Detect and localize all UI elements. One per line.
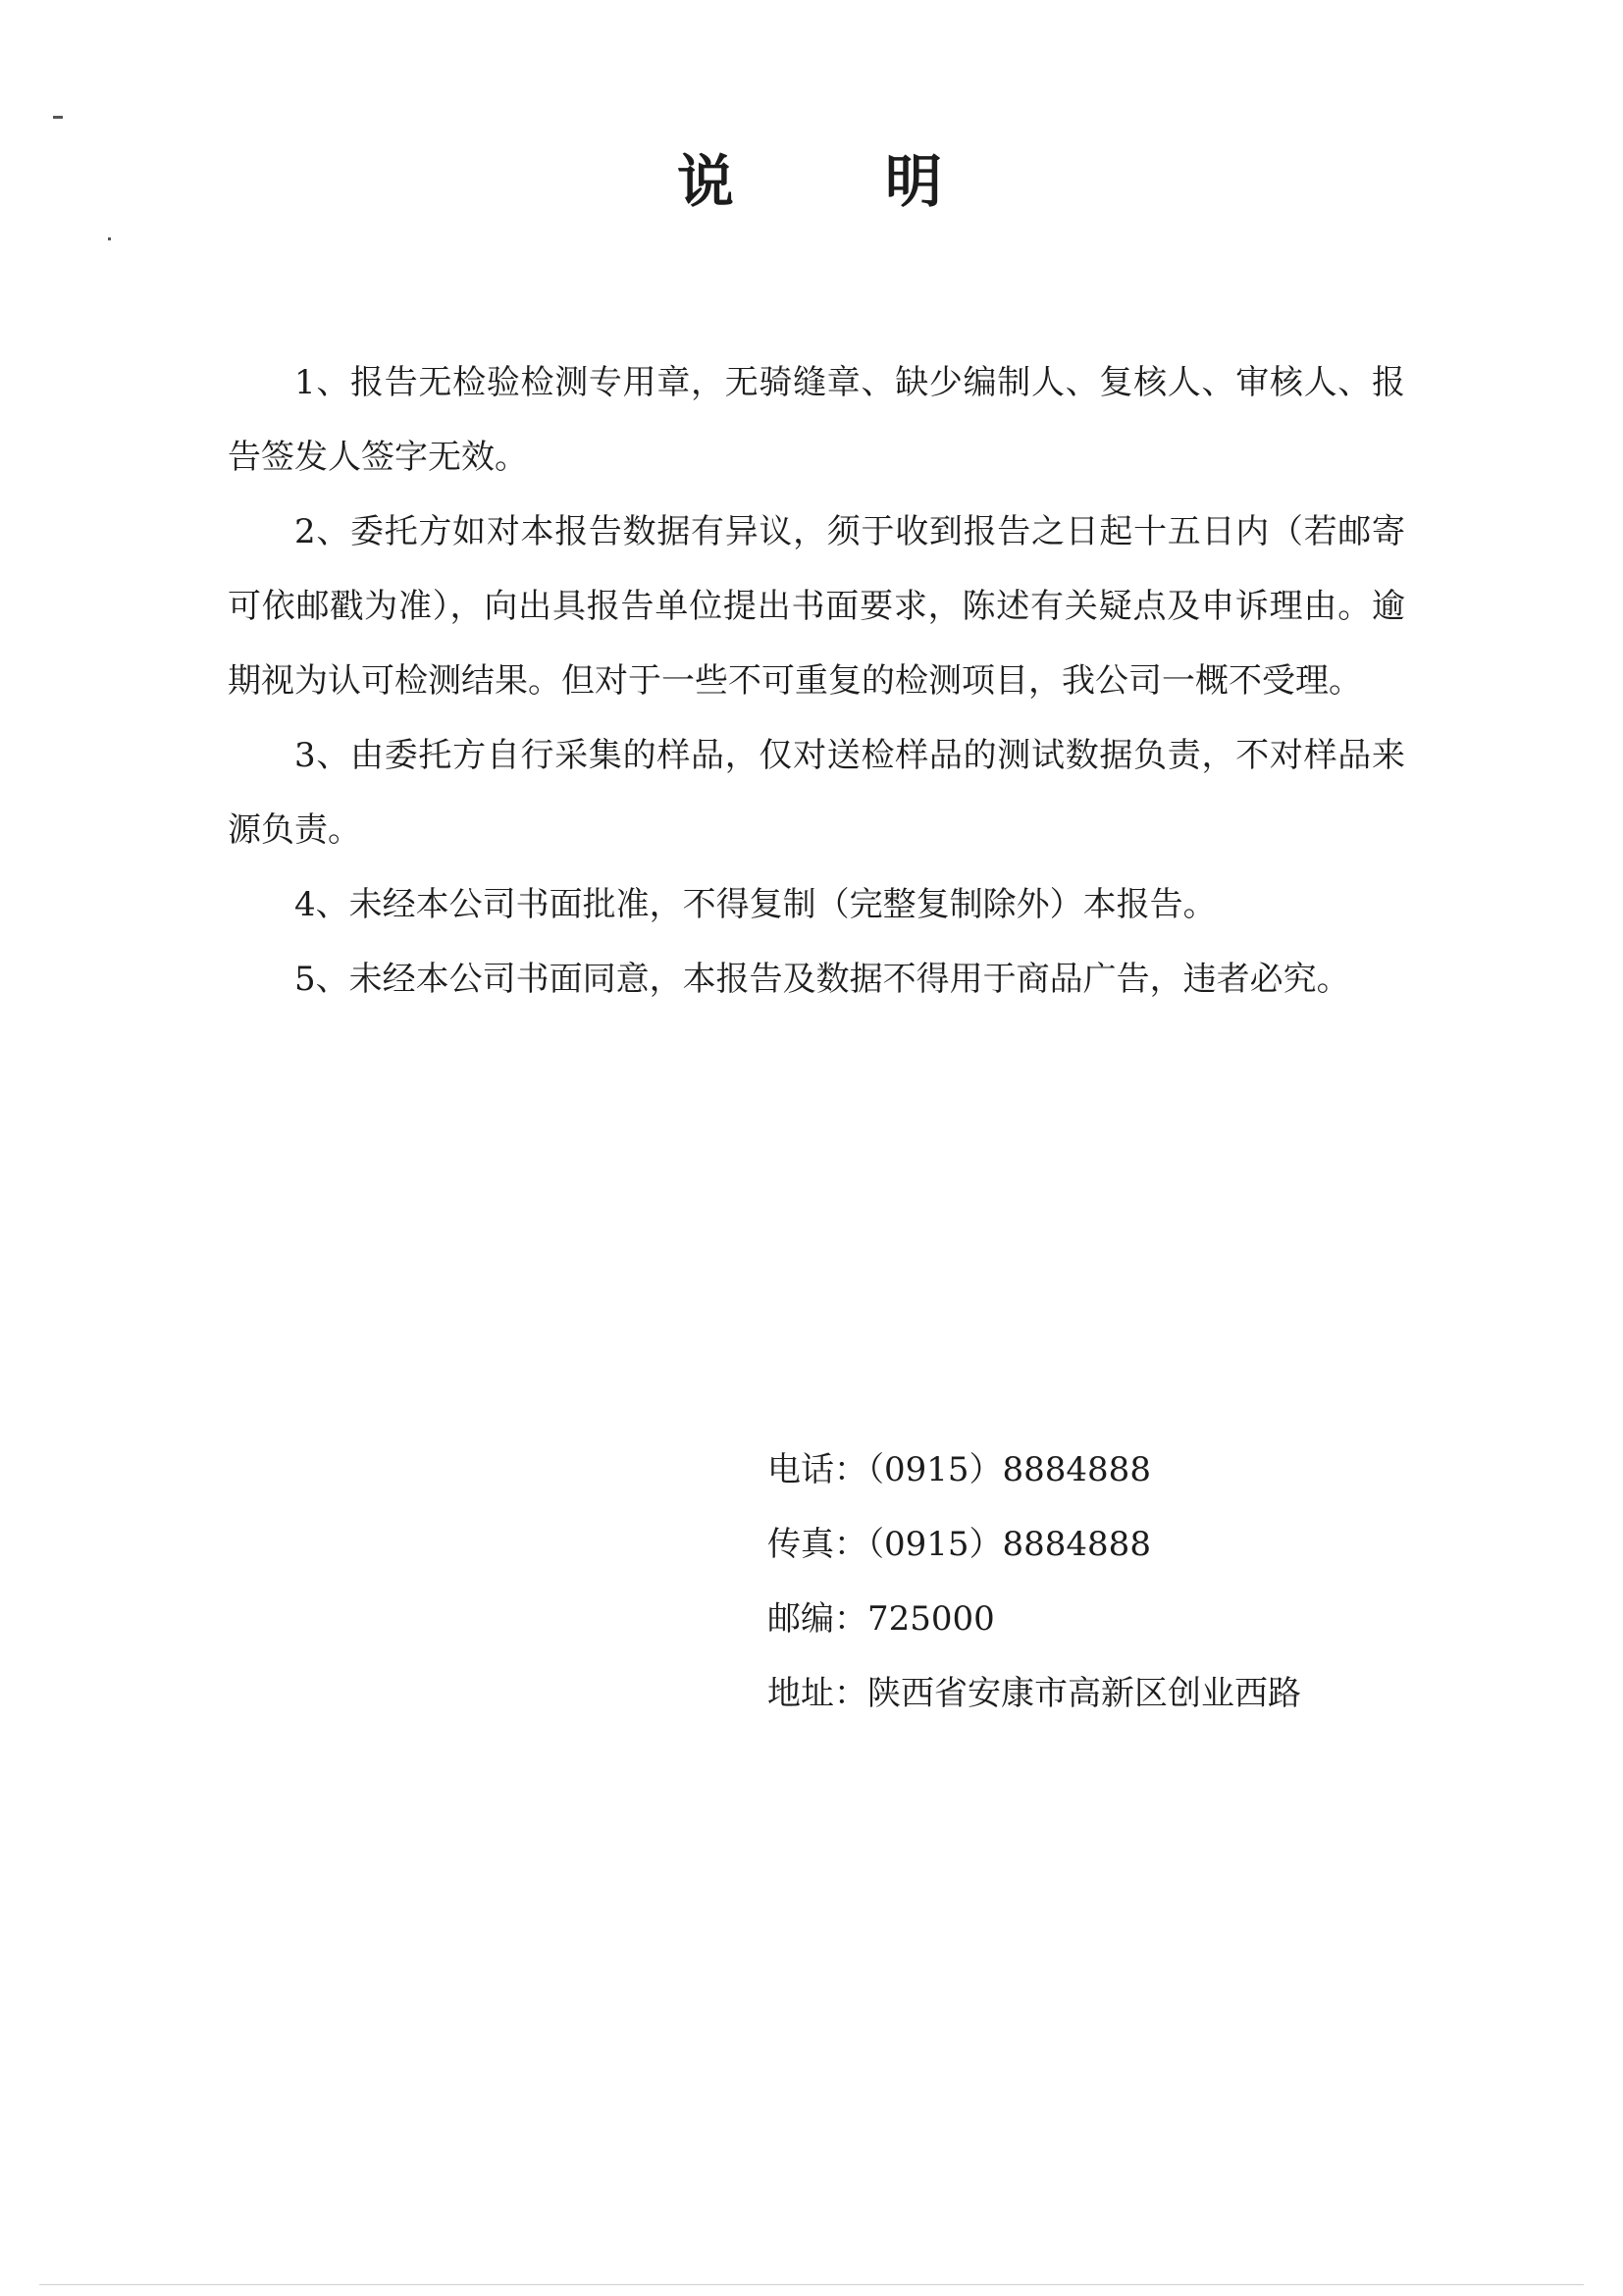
title-char-1: 说: [676, 148, 738, 215]
contact-address: 地址：陕西省安康市高新区创业西路: [767, 1674, 1301, 1713]
note-item-5: 5、未经本公司书面同意，本报告及数据不得用于商品广告，违者必究。: [294, 960, 1350, 999]
contact-phone: 电话：（0915）8884888: [767, 1450, 1151, 1489]
notes-list: [228, 345, 1405, 1017]
note-item-2: 2、委托方如对本报告数据有异议，须于收到报告之日起十五日内（若邮寄可依邮戳为准），向出具报告单位提出书面要求，陈述有关疑点及申诉理由。逾期视为认可检测结果。但对于一些不可重复的检测项目，我公司一概不受理。: [228, 512, 1405, 701]
note-item-3: 3、由委托方自行采集的样品，仅对送检样品的测试数据负责，不对样品来源负责。: [228, 736, 1405, 850]
note-item-4: 4、未经本公司书面批准，不得复制（完整复制除外）本报告。: [294, 885, 1217, 924]
title-char-2: 明: [885, 148, 947, 215]
contact-fax: 传真：（0915）8884888: [767, 1525, 1151, 1564]
scan-edge-line: [39, 2284, 1584, 2285]
contact-postcode: 邮编：725000: [767, 1599, 995, 1639]
contact-block: [767, 1433, 1301, 1731]
scan-speck: [108, 237, 111, 240]
scan-speck: [53, 116, 63, 119]
note-item-1: 1、报告无检验检测专用章，无骑缝章、缺少编制人、复核人、审核人、报告签发人签字无效。: [228, 363, 1405, 477]
page-title: [0, 135, 1623, 218]
